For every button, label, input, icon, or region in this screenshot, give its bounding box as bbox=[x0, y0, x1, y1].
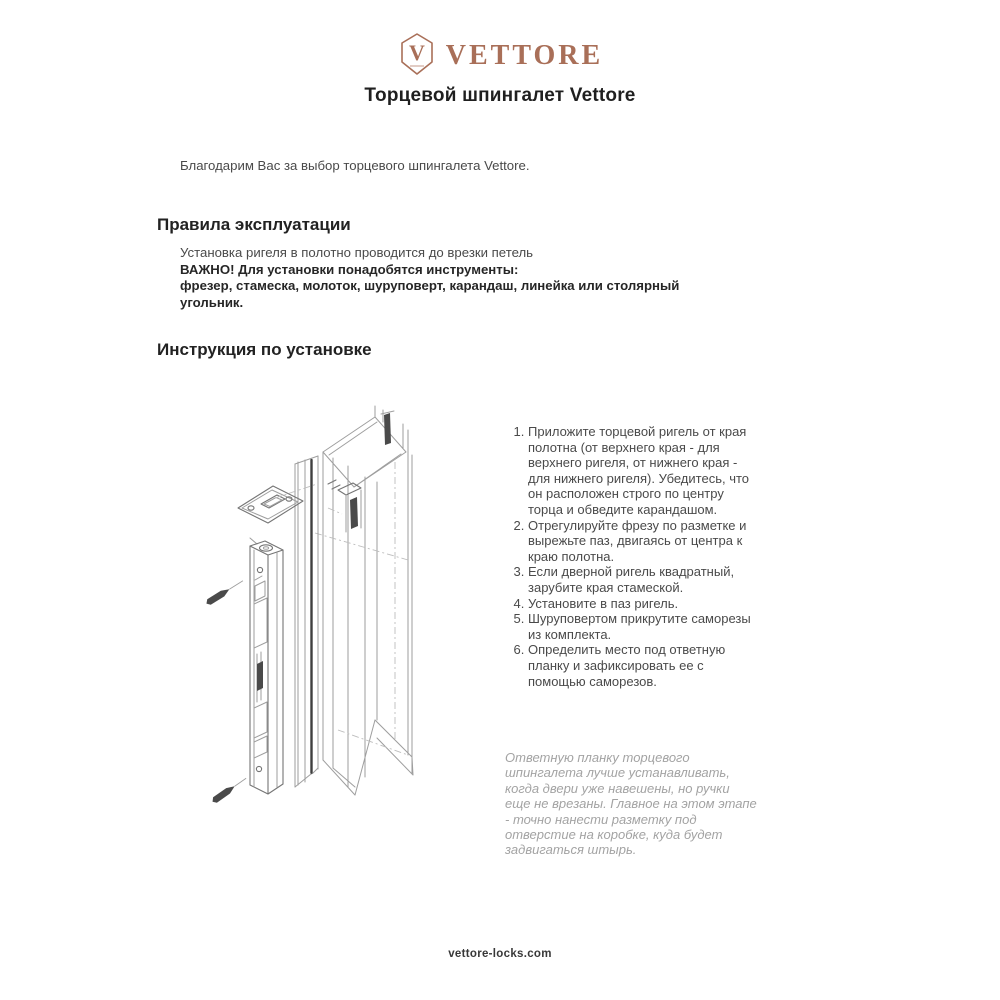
bolt-screw-hole-top bbox=[257, 567, 262, 572]
step-item: 3. Если дверной ригель квадратный, зарубите края стамеской. bbox=[528, 564, 756, 595]
bolt-screw-hole-bottom bbox=[256, 766, 261, 771]
flush-bolt-body bbox=[250, 541, 283, 794]
step-item: 1. Приложите торцевой ригель от края полотна (от верхнего края - для верхнего ригеля, от нижнего края - для нижнего ригеля). Убедитесь, что он расположен строго по центру торца и обведите карандашом. bbox=[528, 424, 756, 518]
screw-top-icon bbox=[205, 578, 245, 606]
door-frame-profile bbox=[315, 406, 413, 795]
rules-body bbox=[180, 245, 735, 311]
rules-important: ВАЖНО! Для установки понадобятся инструменты: bbox=[180, 261, 519, 277]
v-monogram-badge-icon bbox=[397, 32, 437, 76]
intro-text: Благодарим Вас за выбор торцевого шпингалета Vettore. bbox=[180, 158, 530, 173]
step-item: 2. Отрегулируйте фрезу по разметке и вырежьте паз, двигаясь от центра к краю полотна. bbox=[528, 518, 756, 565]
brand-logo bbox=[0, 32, 1000, 76]
step-item: 5. Шуруповертом прикрутите саморезы из комплекта. bbox=[528, 611, 756, 642]
screw-bottom-icon bbox=[211, 776, 248, 805]
page-title: Торцевой шпингалет Vettore bbox=[364, 85, 636, 106]
frame-top-pin bbox=[384, 413, 391, 445]
rules-heading: Правила эксплуатации bbox=[157, 215, 351, 234]
bolt-rod bbox=[257, 661, 263, 691]
door-leaf-edge bbox=[295, 456, 318, 787]
website-link[interactable]: vettore-locks.com bbox=[448, 948, 552, 960]
rules-tools: фрезер, стамеска, молоток, шуруповерт, карандаш, линейка или столярный угольник. bbox=[180, 278, 680, 310]
bolt-pin bbox=[350, 497, 358, 529]
rules-note: Установка ригеля в полотно проводится до врезки петель bbox=[180, 245, 534, 260]
step-item: 6. Определить место под ответную планку и зафиксировать ее с помощью саморезов. bbox=[528, 642, 756, 689]
install-diagram bbox=[205, 402, 515, 882]
page-footer bbox=[0, 944, 1000, 962]
install-steps bbox=[508, 424, 756, 689]
install-tip: Ответную планку торцевого шпингалета лучше устанавливать, когда двери уже навешены, но ручки еще не врезаны. Главное на этом этапе - точно нанести разметку под отверстие на коробке, куда будет задвигаться штырь. bbox=[505, 750, 757, 858]
svg-text:V: V bbox=[408, 40, 425, 65]
step-item: 4. Установите в паз ригель. bbox=[528, 596, 756, 612]
install-heading: Инструкция по установке bbox=[157, 340, 372, 359]
brand-wordmark: VETTORE bbox=[445, 40, 604, 71]
